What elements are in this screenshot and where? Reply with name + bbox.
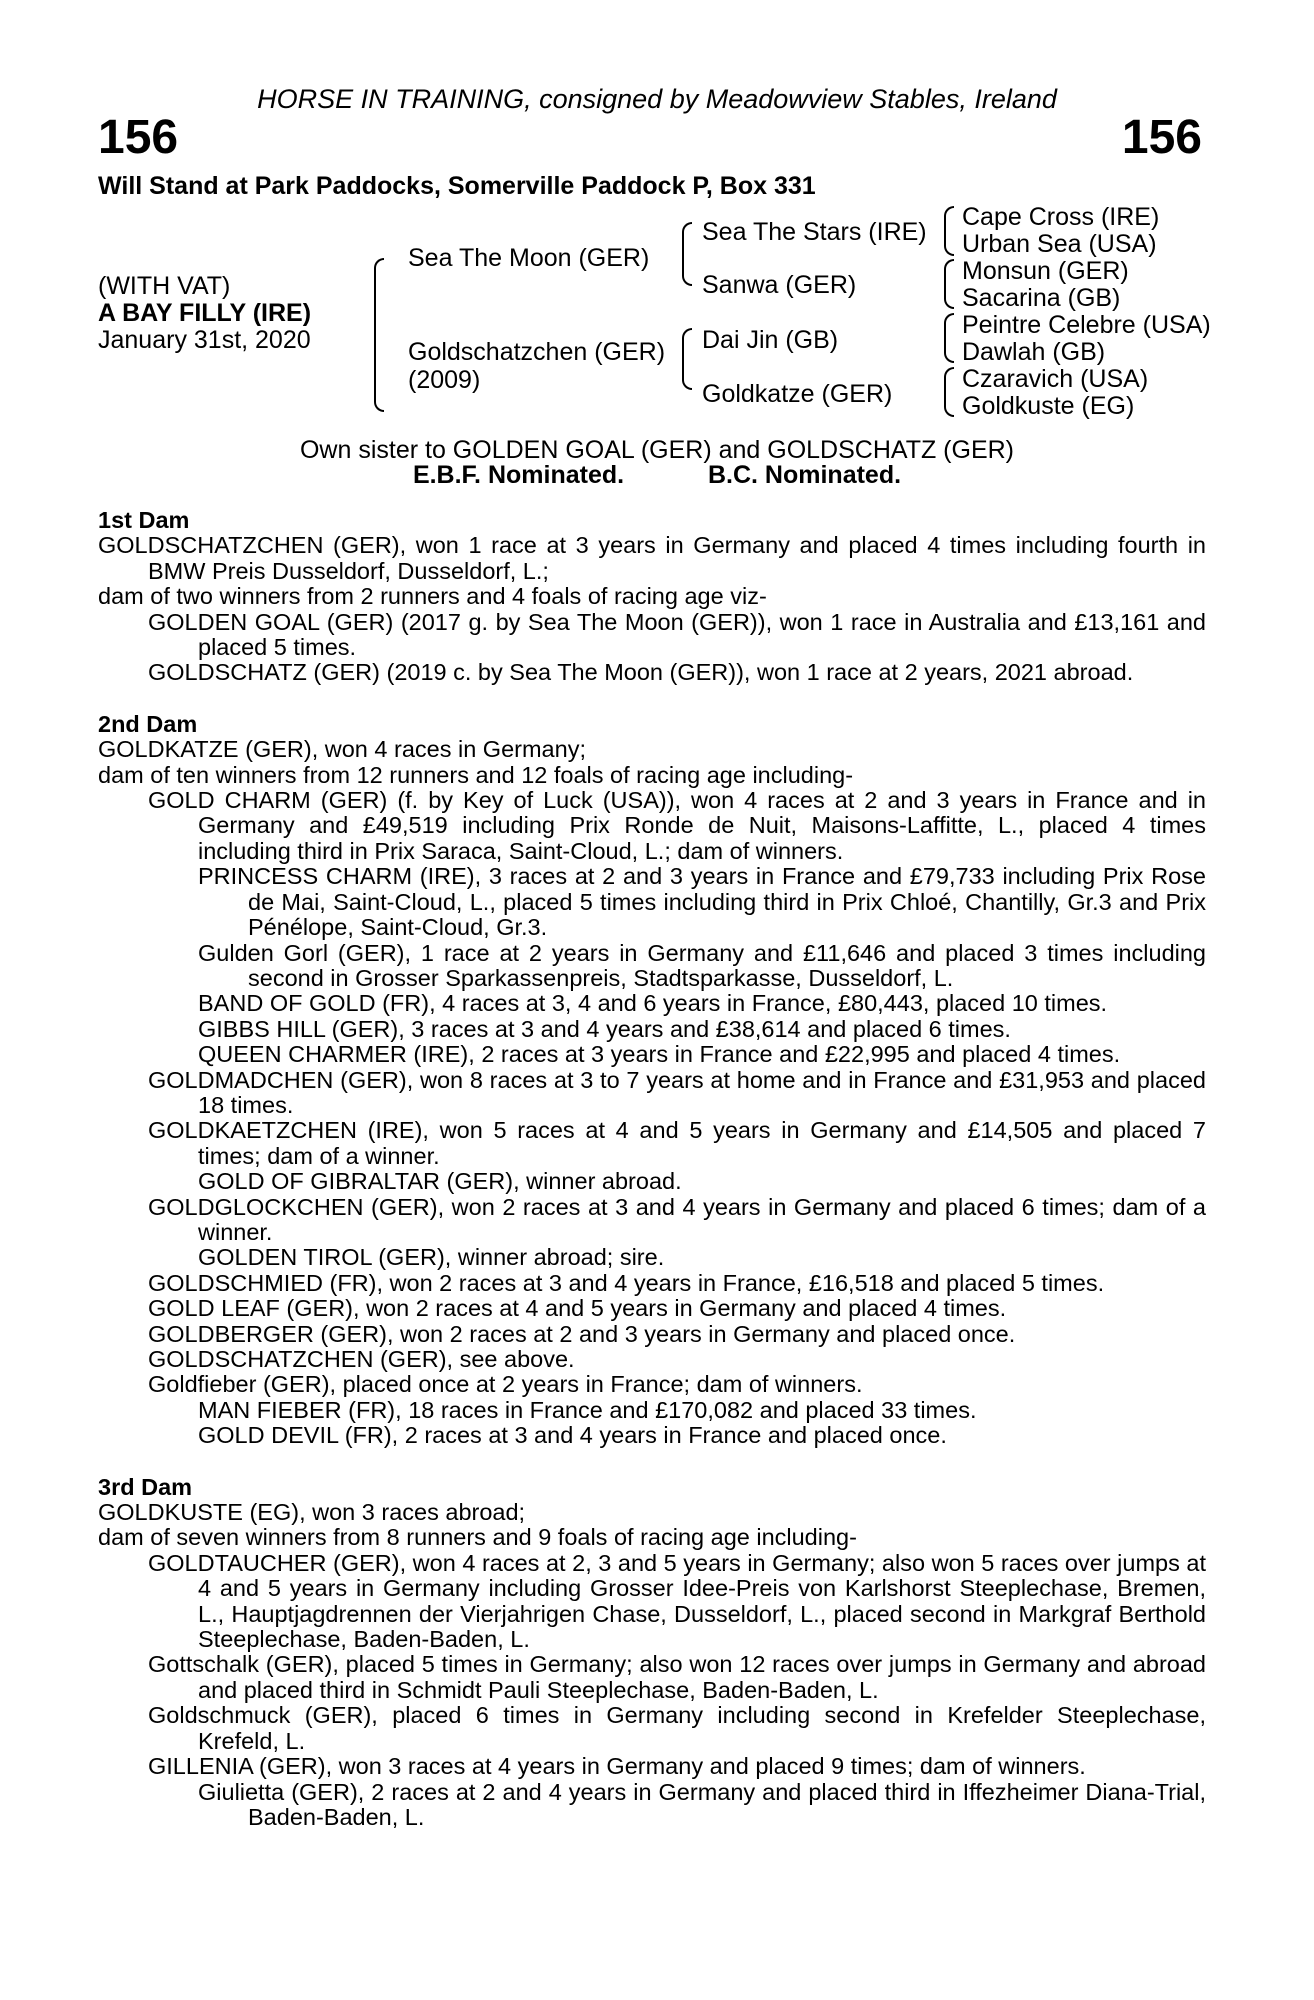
third-dam-line: Goldschmuck (GER), placed 6 times in Germany including second in Krefelder Steeplechase, Krefeld, L. xyxy=(148,1702,1206,1754)
granddam-4: Goldkuste (EG) xyxy=(962,392,1135,420)
sister-line: Own sister to GOLDEN GOAL (GER) and GOLDSCHATZ (GER) xyxy=(299,436,1015,464)
sire-dam: Sanwa (GER) xyxy=(702,271,857,299)
first-dam-line: GOLDSCHATZ (GER) (2019 c. by Sea The Moon (GER)), won 1 race at 2 years, 2021 abroad. xyxy=(148,659,1134,686)
pedigree-brace-g2 xyxy=(944,259,954,309)
third-dam-line: Gottschalk (GER), placed 5 times in Germany; also won 12 races over jumps in Germany and abroad and placed third in Schmidt Pauli Steeplechase, Baden-Baden, L. xyxy=(148,1651,1206,1703)
sire: Sea The Moon (GER) xyxy=(408,244,650,272)
second-dam-line: GOLDBERGER (GER), won 2 races at 2 and 3 years in Germany and placed once. xyxy=(148,1320,1016,1347)
first-dam-line: GOLDSCHATZCHEN (GER), won 1 race at 3 years in Germany and placed 4 times including fourth in BMW Preis Dusseldorf, Dusseldorf, L.; xyxy=(98,532,1206,584)
pedigree-brace-main xyxy=(374,258,384,412)
nominations xyxy=(0,461,1314,490)
horse-dob: January 31st, 2020 xyxy=(98,326,311,354)
first-dam-line: GOLDEN GOAL (GER) (2017 g. by Sea The Moon (GER)), won 1 race in Australia and £13,161 and placed 5 times. xyxy=(148,608,1206,661)
granddam-3: Dawlah (GB) xyxy=(962,338,1106,366)
second-dam-line: dam of ten winners from 12 runners and 12 foals of racing age including- xyxy=(98,761,854,788)
second-dam-line: GOLDEN TIROL (GER), winner abroad; sire. xyxy=(198,1244,665,1271)
produce-record xyxy=(98,508,1206,1830)
pedigree-brace-dam xyxy=(682,328,692,390)
lot-number-right: 156 xyxy=(1121,111,1202,164)
pedigree-brace-g1 xyxy=(944,206,954,256)
lot-number-left: 156 xyxy=(98,111,179,164)
first-dam-line: dam of two winners from 2 runners and 4 foals of racing age viz- xyxy=(98,583,767,610)
dam-dam: Goldkatze (GER) xyxy=(702,380,893,408)
consignor-heading: HORSE IN TRAINING, consigned by Meadowview Stables, Ireland xyxy=(257,84,1057,114)
second-dam-line: PRINCESS CHARM (IRE), 3 races at 2 and 3 years in France and £79,733 including Prix Rose de Mai, Saint-Cloud, L., placed 5 times including third in Prix Chloé, Chantilly, Gr.3 and Prix Pénélope, Saint-Cloud, Gr.3. xyxy=(198,863,1206,941)
second-dam-line: MAN FIEBER (FR), 18 races in France and £170,082 and placed 33 times. xyxy=(198,1396,977,1423)
third-dam-line: GOLDTAUCHER (GER), won 4 races at 2, 3 and 5 years in Germany; also won 5 races over jumps at 4 and 5 years in Germany including Grosser Idee-Preis von Karlshorst Steeplechase, Bremen, L., Hauptjagdrennen der Vierjahrigen Chase, Dusseldorf, L., placed second in Markgraf Berthold Steeplechase, Baden-Baden, L. xyxy=(148,1549,1206,1653)
third-dam-line: GOLDKUSTE (EG), won 3 races abroad; xyxy=(98,1499,526,1526)
ebf-nominated: E.B.F. Nominated. xyxy=(412,461,625,489)
second-dam-line: GOLD CHARM (GER) (f. by Key of Luck (USA)), won 4 races at 2 and 3 years in France and in Germany and £49,519 including Prix Ronde de Nuit, Maisons-Laffitte, L., placed 4 times including third in Prix Saraca, Saint-Cloud, L.; dam of winners. xyxy=(148,787,1206,864)
stand-location: Will Stand at Park Paddocks, Somerville Paddock P, Box 331 xyxy=(98,172,816,200)
second-dam-line: QUEEN CHARMER (IRE), 2 races at 3 years in France and £22,995 and placed 4 times. xyxy=(198,1041,1121,1068)
third-dam-line: dam of seven winners from 8 runners and 9 foals of racing age including- xyxy=(98,1524,857,1551)
dam-sire: Dai Jin (GB) xyxy=(702,326,839,354)
second-dam-line: GOLD LEAF (GER), won 2 races at 4 and 5 years in Germany and placed 4 times. xyxy=(148,1295,1007,1322)
third-dam-heading: 3rd Dam xyxy=(98,1473,193,1500)
second-dam-line: GOLDSCHATZCHEN (GER), see above. xyxy=(148,1346,575,1372)
third-dam-line: Giulietta (GER), 2 races at 2 and 4 years in Germany and placed third in Iffezheimer Diana-Trial, Baden-Baden, L. xyxy=(198,1778,1206,1830)
second-dam-line: GOLDSCHMIED (FR), won 2 races at 3 and 4 years in France, £16,518 and placed 5 times. xyxy=(148,1269,1105,1296)
granddam-2: Sacarina (GB) xyxy=(962,284,1121,312)
horse-name: A BAY FILLY (IRE) xyxy=(98,299,312,327)
second-dam-line: GOLD OF GIBRALTAR (GER), winner abroad. xyxy=(198,1168,682,1195)
grandsire-2: Monsun (GER) xyxy=(962,257,1129,285)
grandsire-3: Peintre Celebre (USA) xyxy=(962,311,1211,339)
pedigree-brace-g3 xyxy=(944,313,954,363)
second-dam-line: GOLD DEVIL (FR), 2 races at 3 and 4 years in France and placed once. xyxy=(198,1422,947,1449)
grandsire-4: Czaravich (USA) xyxy=(962,365,1149,393)
second-dam-line: BAND OF GOLD (FR), 4 races at 3, 4 and 6 years in France, £80,443, placed 10 times. xyxy=(198,990,1108,1017)
second-dam-line: GOLDMADCHEN (GER), won 8 races at 3 to 7 years at home and in France and £31,953 and placed 18 times. xyxy=(148,1066,1206,1118)
dam-year: (2009) xyxy=(408,366,481,394)
sire-sire: Sea The Stars (IRE) xyxy=(702,218,927,246)
granddam-1: Urban Sea (USA) xyxy=(962,230,1157,258)
grandsire-1: Cape Cross (IRE) xyxy=(962,203,1160,231)
second-dam-line: GOLDKAETZCHEN (IRE), won 5 races at 4 and 5 years in Germany and £14,505 and placed 7 times; dam of a winner. xyxy=(148,1117,1206,1169)
second-dam-line: GOLDGLOCKCHEN (GER), won 2 races at 3 and 4 years in Germany and placed 6 times; dam of a winner. xyxy=(148,1193,1206,1245)
second-dam-line: Goldfieber (GER), placed once at 2 years in France; dam of winners. xyxy=(148,1371,863,1398)
vat-note: (WITH VAT) xyxy=(98,272,231,300)
second-dam-line: GOLDKATZE (GER), won 4 races in Germany; xyxy=(98,736,586,763)
first-dam-heading: 1st Dam xyxy=(98,507,190,533)
third-dam-line: GILLENIA (GER), won 3 races at 4 years in Germany and placed 9 times; dam of winners. xyxy=(148,1753,1086,1780)
pedigree-brace-sire xyxy=(682,222,692,286)
bc-nominated: B.C. Nominated. xyxy=(707,461,902,489)
second-dam-heading: 2nd Dam xyxy=(98,710,198,737)
pedigree-brace-g4 xyxy=(944,367,954,417)
second-dam-line: Gulden Gorl (GER), 1 race at 2 years in Germany and £11,646 and placed 3 times including second in Grosser Sparkassenpreis, Stadtsparkasse, Dusseldorf, L. xyxy=(198,939,1206,991)
second-dam-line: GIBBS HILL (GER), 3 races at 3 and 4 years and £38,614 and placed 6 times. xyxy=(198,1015,1011,1042)
dam: Goldschatzchen (GER) xyxy=(408,338,666,366)
